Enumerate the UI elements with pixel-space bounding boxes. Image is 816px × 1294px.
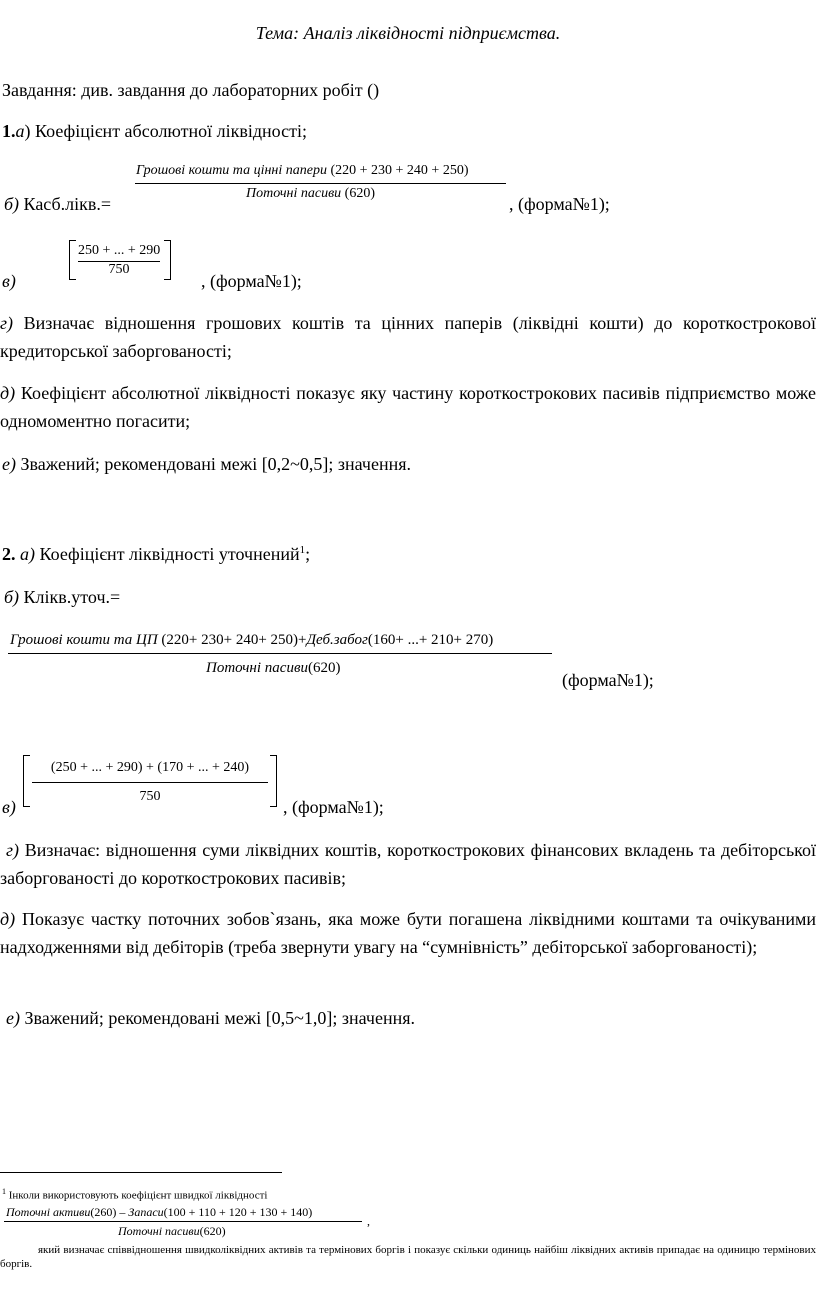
s2-g-letter: г) bbox=[6, 840, 20, 860]
s1-formula-denominator bbox=[246, 186, 375, 202]
s1-num-text: Грошові кошти та цінні папери bbox=[136, 163, 327, 178]
s1-v-form: , (форма№1); bbox=[201, 271, 302, 291]
footnote-description: який визначає співвідношення швидколіквідних активів та термінових боргів і показує скільки одиниць найбіш ліквідних активів припадає на одиницю термінових боргів. bbox=[0, 1244, 816, 1270]
footnote-number: 1 bbox=[2, 1187, 6, 1196]
s2-item-d bbox=[0, 905, 816, 961]
fn-num-val2: (100 + 110 + 120 + 130 + 140) bbox=[163, 1205, 313, 1219]
s1-b-letter: б) bbox=[4, 194, 20, 214]
s1-g-letter: г) bbox=[0, 313, 14, 333]
s2-formula-denominator bbox=[206, 659, 340, 677]
s1-v-numerator: 250 + ... + 290 bbox=[78, 243, 161, 258]
fn-den-val: (620) bbox=[199, 1224, 226, 1238]
fn-num-minus: – bbox=[116, 1205, 129, 1219]
s1-formula-numerator bbox=[136, 163, 468, 179]
s2-v-left-bracket bbox=[23, 755, 30, 807]
fn-num-text2: Запаси bbox=[128, 1205, 164, 1219]
s1-v-right-bracket bbox=[164, 240, 171, 280]
footnote-comma: , bbox=[367, 1214, 370, 1228]
s2-den-text: Поточні пасиви bbox=[206, 660, 308, 676]
s1-d-text: Коефіцієнт абсолютної ліквідності показує яку частину короткострокових пасивів підприємство може одномоментно погасити; bbox=[0, 383, 816, 431]
s2-num-text2: Деб.забог bbox=[306, 632, 368, 648]
s2-e-letter: е) bbox=[6, 1008, 20, 1028]
s1-g-text: Визначає відношення грошових коштів та цінних паперів (ліквідні кошти) до короткострокової кредиторської заборгованості; bbox=[0, 313, 816, 361]
s2-item-b bbox=[4, 586, 120, 608]
footnote-formula-numerator bbox=[6, 1205, 312, 1219]
s2-v-denominator: 750 bbox=[139, 789, 161, 804]
s1-v-denominator: 750 bbox=[108, 262, 130, 277]
s2-g-text: Визначає: відношення суми ліквідних коштів, короткострокових фінансових вкладень та дебіторської заборгованості до короткострокових пасивів; bbox=[0, 840, 816, 888]
s1-v-left-bracket bbox=[69, 240, 76, 280]
s2-a-end: ; bbox=[305, 544, 311, 564]
s2-b-letter: б) bbox=[4, 587, 20, 607]
s1-item-e bbox=[2, 453, 411, 475]
s2-b-label: Клікв.уточ.= bbox=[19, 587, 121, 607]
s1-a-letter: а bbox=[15, 121, 25, 141]
s1-v-letter: в) bbox=[2, 271, 16, 291]
s2-fraction-bar bbox=[8, 653, 552, 654]
footnote-ref: 1 bbox=[299, 544, 306, 556]
footnote-formula-denominator bbox=[118, 1224, 226, 1238]
s1-den-val: (620) bbox=[344, 186, 375, 201]
s2-v-right-bracket bbox=[270, 755, 277, 807]
s2-a-letter: а) bbox=[15, 544, 35, 564]
footnote-line bbox=[2, 1185, 267, 1203]
s1-number: 1. bbox=[2, 121, 16, 141]
fn-den-text: Поточні пасиви bbox=[118, 1224, 200, 1238]
s2-b-form: (форма№1); bbox=[562, 670, 654, 690]
task-line: Завдання: див. завдання до лабораторних робіт () bbox=[2, 80, 380, 100]
s2-item-a bbox=[2, 539, 310, 565]
s1-d-letter: д) bbox=[0, 383, 16, 403]
s1-item-g bbox=[0, 309, 816, 365]
s1-a-text: ) Коефіцієнт абсолютної ліквідності; bbox=[24, 121, 307, 141]
s2-item-g bbox=[0, 836, 816, 892]
fn-num-val1: (260) bbox=[90, 1205, 117, 1219]
s2-v-fraction-bar bbox=[32, 782, 268, 783]
s2-den-val: (620) bbox=[307, 660, 341, 676]
s1-num-val: (220 + 230 + 240 + 250) bbox=[330, 163, 469, 178]
s1-den-text: Поточні пасиви bbox=[246, 186, 342, 201]
fn-num-text1: Поточні активи bbox=[6, 1205, 91, 1219]
s2-v-form: , (форма№1); bbox=[283, 797, 384, 817]
s1-e-text: Зважений; рекомендовані межі [0,2~0,5]; значення. bbox=[15, 454, 412, 474]
s1-b-form: , (форма№1); bbox=[509, 194, 610, 214]
s2-num-plus: + bbox=[298, 632, 307, 648]
s1-fraction-bar bbox=[135, 183, 506, 184]
s2-number: 2. bbox=[2, 544, 16, 564]
s2-a-text: Коефіцієнт ліквідності уточнений bbox=[35, 544, 300, 564]
s1-item-a bbox=[2, 120, 307, 142]
s2-e-text: Зважений; рекомендовані межі [0,5~1,0]; значення. bbox=[19, 1008, 416, 1028]
s2-d-letter: д) bbox=[0, 909, 16, 929]
page-title-text: Тема: Аналіз ліквідності підприємства. bbox=[255, 23, 561, 43]
s1-item-b bbox=[4, 193, 111, 215]
s1-item-d bbox=[0, 379, 816, 435]
page-title bbox=[0, 22, 816, 44]
s2-item-e bbox=[6, 1007, 415, 1029]
s2-v-letter: в) bbox=[2, 797, 16, 817]
footnote-separator bbox=[0, 1172, 282, 1173]
s1-e-letter: е) bbox=[2, 454, 16, 474]
s2-v-numerator: (250 + ... + 290) + (170 + ... + 240) bbox=[50, 760, 250, 775]
s1-b-label: Касб.лікв.= bbox=[19, 194, 112, 214]
s2-d-text: Показує частку поточних зобов`язань, яка може бути погашена ліквідними коштами та очікуваними надходженнями від дебіторів (треба звернути увагу на “сумнівність” дебіторської заборгованості); bbox=[0, 909, 816, 957]
s2-num-val2: (160+ ...+ 210+ 270) bbox=[367, 632, 494, 648]
s2-num-text1: Грошові кошти та ЦП bbox=[10, 632, 158, 648]
s2-num-val1: (220+ 230+ 240+ 250) bbox=[161, 632, 299, 648]
s2-formula-numerator bbox=[10, 631, 493, 649]
footnote-fraction-bar bbox=[4, 1221, 362, 1222]
footnote-text: Інколи використовують коефіцієнт швидкої ліквідності bbox=[6, 1189, 268, 1202]
